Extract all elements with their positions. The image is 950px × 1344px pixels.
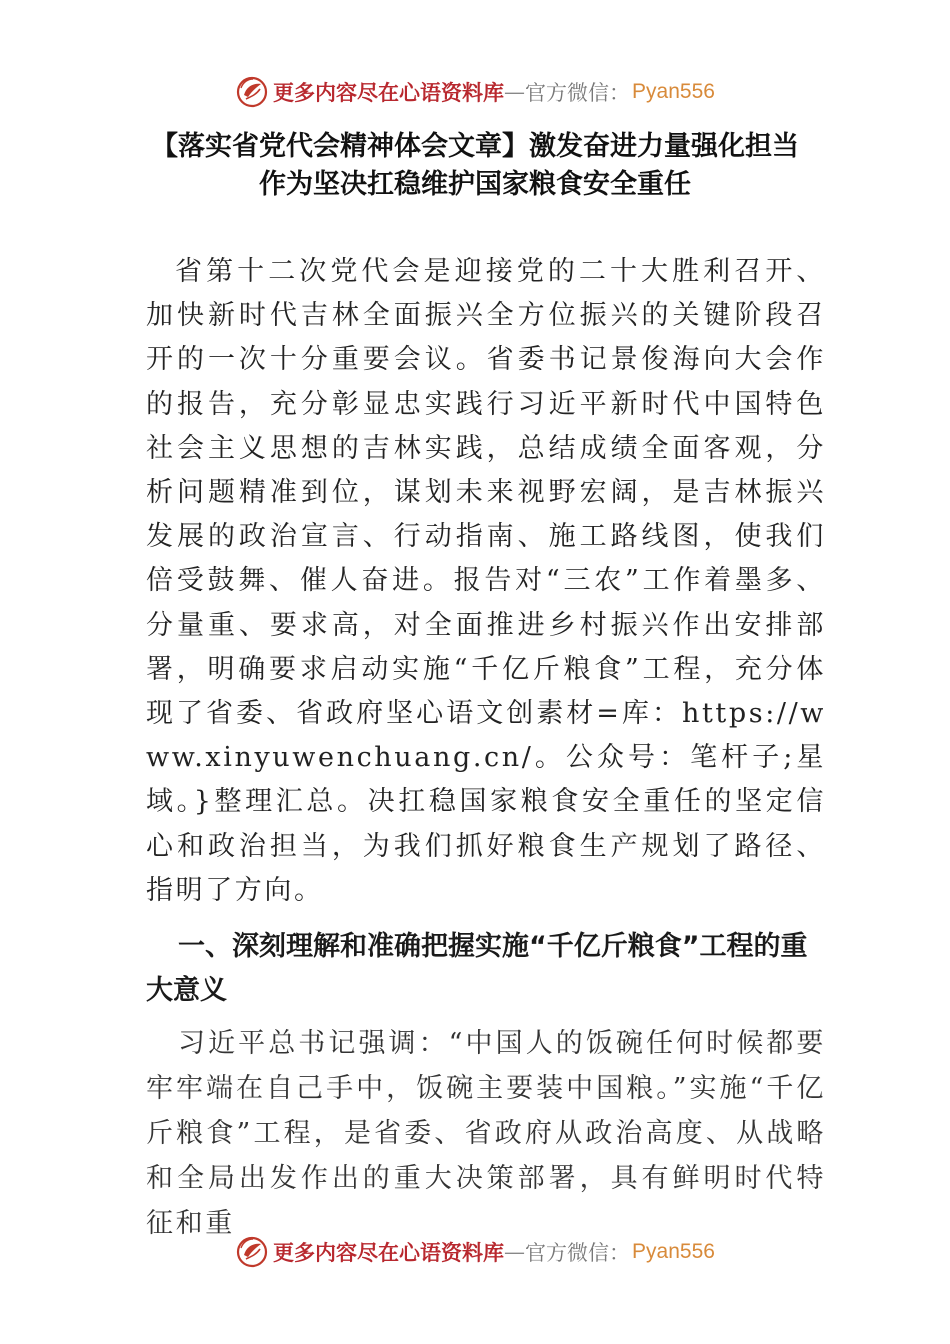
heart-leaf-logo-icon — [235, 1235, 269, 1269]
footer-brand-text: 更多内容尽在心语资料库 — [273, 1240, 505, 1265]
footer-wechat-id: Pyan556 — [632, 1240, 715, 1263]
paragraph-1: 省第十二次党代会是迎接党的二十大胜利召开、加快新时代吉林全面振兴全方位振兴的关键阶段召开的一次十分重要会议。省委书记景俊海向大会作的报告，充分彰显忠实践行习近平新时代中国特色社会主义思想的吉林实践，总结成绩全面客观，分析问题精准到位，谋划未来视野宏阔，是吉林振兴发展的政治宣言、行动指南、施工路线图，使我们倍受鼓舞、催人奋进。报告对“三农”工作着墨多、分量重、要求高，对全面推进乡村振兴作出安排部署，明确要求启动实施“千亿斤粮食”工程，充分体现了省委、省政府坚心语文创素材=库：https://www.xinyuwenchuang.cn/。公众号：笔杆子;星域。}整理汇总。决扛稳国家粮食安全重任的坚定信心和政治担当，为我们抓好粮食生产规划了路径、指明了方向。 — [146, 256, 826, 906]
header-brand-text: 更多内容尽在心语资料库 — [273, 80, 505, 105]
paragraph-2: 习近平总书记强调：“中国人的饭碗任何时候都要牢牢端在自己手中，饭碗主要装中国粮。”实施“千亿斤粮食”工程，是省委、省政府从政治高度、从战略和全局出发作出的重大决策部署，具有鲜明时代特征和重 — [146, 1028, 826, 1240]
document-title — [120, 128, 830, 204]
title-line-1: 【落实省党代会精神体会文章】激发奋进力量强化担当 — [151, 131, 799, 162]
heart-leaf-logo-icon — [235, 75, 269, 109]
header-wechat-id: Pyan556 — [632, 80, 715, 103]
footer-dash: — — [504, 1240, 526, 1264]
footer-banner — [0, 1230, 950, 1274]
title-line-2: 作为坚决扛稳维护国家粮食安全重任 — [259, 169, 691, 200]
header-wechat-label: 官方微信： — [525, 81, 631, 105]
header-dash: — — [504, 80, 526, 104]
footer-wechat-label: 官方微信： — [525, 1241, 631, 1265]
header-banner — [0, 70, 950, 114]
document-body — [146, 250, 826, 1246]
section-heading-1: 一、深刻理解和准确把握实施“千亿斤粮食”工程的重大意义 — [146, 931, 808, 1007]
